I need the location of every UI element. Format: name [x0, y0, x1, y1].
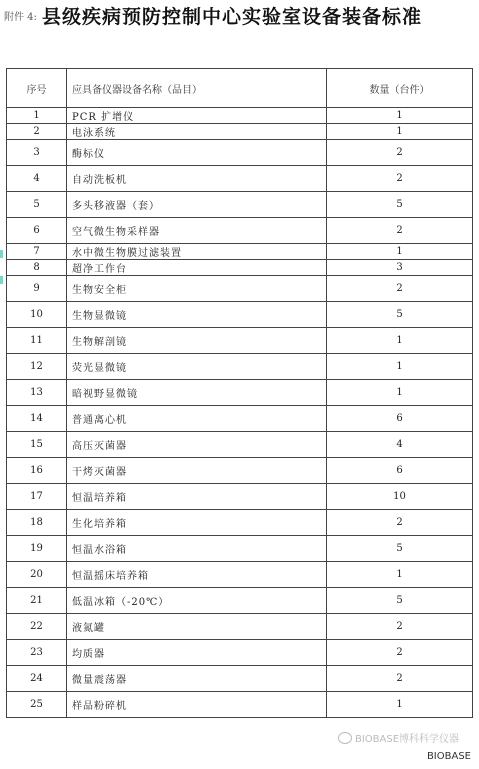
row-number: 7 [7, 244, 67, 260]
row-number: 24 [7, 666, 67, 692]
equipment-quantity: 1 [327, 562, 473, 588]
row-number: 19 [7, 536, 67, 562]
equipment-name: 微量震荡器 [67, 666, 327, 692]
row-number: 8 [7, 260, 67, 276]
row-number: 4 [7, 166, 67, 192]
equipment-quantity: 10 [327, 484, 473, 510]
equipment-quantity: 1 [327, 354, 473, 380]
equipment-quantity: 1 [327, 124, 473, 140]
table-row [7, 302, 473, 328]
table-row [7, 614, 473, 640]
equipment-name: 均质器 [67, 640, 327, 666]
table-row [7, 166, 473, 192]
watermark-text: BIOBASE博科科学仪器 [355, 734, 460, 745]
table-row [7, 588, 473, 614]
row-number: 2 [7, 124, 67, 140]
equipment-name: 生化培养箱 [67, 510, 327, 536]
equipment-quantity: 2 [327, 218, 473, 244]
table-row [7, 458, 473, 484]
equipment-table [6, 68, 473, 718]
equipment-quantity: 3 [327, 260, 473, 276]
document-header [4, 2, 474, 33]
equipment-name: 酶标仪 [67, 140, 327, 166]
equipment-quantity: 5 [327, 536, 473, 562]
equipment-quantity: 2 [327, 140, 473, 166]
row-number: 23 [7, 640, 67, 666]
equipment-name: 恒温培养箱 [67, 484, 327, 510]
equipment-quantity: 6 [327, 458, 473, 484]
page-title: 县级疾病预防控制中心实验室设备装备标准 [42, 6, 423, 28]
row-number: 10 [7, 302, 67, 328]
row-number: 3 [7, 140, 67, 166]
equipment-name: 电泳系统 [67, 124, 327, 140]
equipment-quantity: 1 [327, 380, 473, 406]
equipment-name: 生物显微镜 [67, 302, 327, 328]
equipment-name: 普通离心机 [67, 406, 327, 432]
equipment-name: 干烤灭菌器 [67, 458, 327, 484]
table-row [7, 140, 473, 166]
table-row [7, 108, 473, 124]
row-number: 16 [7, 458, 67, 484]
wechat-icon [338, 732, 352, 744]
table-row [7, 244, 473, 260]
table-row [7, 276, 473, 302]
table-row [7, 432, 473, 458]
row-number: 13 [7, 380, 67, 406]
equipment-name: 生物安全柜 [67, 276, 327, 302]
row-number: 12 [7, 354, 67, 380]
row-number: 5 [7, 192, 67, 218]
table-row [7, 218, 473, 244]
table-row [7, 692, 473, 718]
equipment-name: 高压灭菌器 [67, 432, 327, 458]
brand-label: BIOBASE [426, 751, 471, 762]
row-number: 15 [7, 432, 67, 458]
table-row [7, 666, 473, 692]
table-row [7, 354, 473, 380]
equipment-name: 恒温摇床培养箱 [67, 562, 327, 588]
equipment-name: 荧光显微镜 [67, 354, 327, 380]
equipment-name: 暗视野显微镜 [67, 380, 327, 406]
equipment-quantity: 4 [327, 432, 473, 458]
row-number: 18 [7, 510, 67, 536]
row-number: 20 [7, 562, 67, 588]
equipment-name: 超净工作台 [67, 260, 327, 276]
attachment-prefix: 附件 4: [4, 12, 37, 23]
row-number: 22 [7, 614, 67, 640]
equipment-quantity: 2 [327, 614, 473, 640]
table-row [7, 192, 473, 218]
equipment-name: 多头移液器（套） [67, 192, 327, 218]
row-number: 11 [7, 328, 67, 354]
row-number: 21 [7, 588, 67, 614]
table-header-row [7, 69, 473, 108]
column-header-qty: 数量（台件） [327, 69, 473, 108]
equipment-name: 液氮罐 [67, 614, 327, 640]
equipment-name: 生物解剖镜 [67, 328, 327, 354]
table-row [7, 406, 473, 432]
equipment-quantity: 1 [327, 692, 473, 718]
table-row [7, 380, 473, 406]
equipment-table-container [6, 68, 472, 718]
row-number: 1 [7, 108, 67, 124]
table-row [7, 328, 473, 354]
equipment-name: 低温冰箱（-20℃） [67, 588, 327, 614]
column-header-no: 序号 [7, 69, 67, 108]
equipment-quantity: 2 [327, 166, 473, 192]
table-row [7, 536, 473, 562]
equipment-name: 自动洗板机 [67, 166, 327, 192]
equipment-quantity: 1 [327, 244, 473, 260]
row-number: 14 [7, 406, 67, 432]
table-row [7, 510, 473, 536]
equipment-name: 水中微生物膜过滤装置 [67, 244, 327, 260]
equipment-quantity: 5 [327, 302, 473, 328]
table-row [7, 640, 473, 666]
row-number: 9 [7, 276, 67, 302]
equipment-name: PCR 扩增仪 [67, 108, 327, 124]
row-number: 25 [7, 692, 67, 718]
equipment-quantity: 1 [327, 328, 473, 354]
equipment-name: 恒温水浴箱 [67, 536, 327, 562]
watermark [338, 730, 459, 745]
table-row [7, 124, 473, 140]
equipment-quantity: 5 [327, 192, 473, 218]
column-header-name: 应具备仪器设备名称（品目） [67, 69, 327, 108]
equipment-quantity: 6 [327, 406, 473, 432]
table-row [7, 562, 473, 588]
equipment-name: 空气微生物采样器 [67, 218, 327, 244]
equipment-name: 样品粉碎机 [67, 692, 327, 718]
equipment-quantity: 2 [327, 640, 473, 666]
table-row [7, 484, 473, 510]
equipment-quantity: 1 [327, 108, 473, 124]
table-row [7, 260, 473, 276]
edge-marker [0, 276, 3, 284]
row-number: 17 [7, 484, 67, 510]
edge-marker [0, 250, 3, 258]
row-number: 6 [7, 218, 67, 244]
equipment-quantity: 2 [327, 510, 473, 536]
equipment-quantity: 5 [327, 588, 473, 614]
equipment-quantity: 2 [327, 666, 473, 692]
table-body [7, 108, 473, 718]
equipment-quantity: 2 [327, 276, 473, 302]
